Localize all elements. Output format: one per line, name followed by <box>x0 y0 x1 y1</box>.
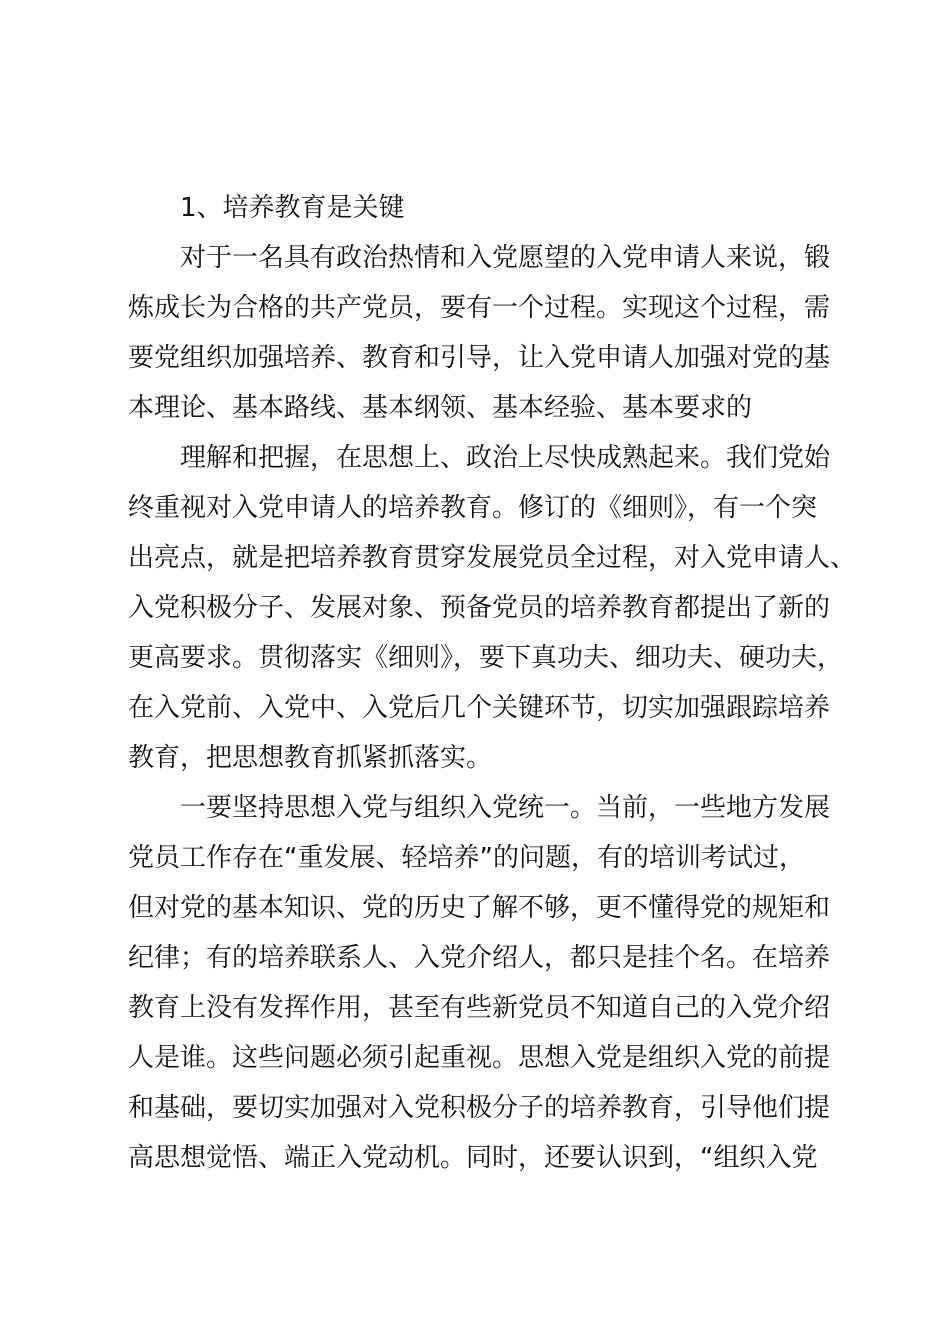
paragraph-line: 更高要求。贯彻落实《细则》，要下真功夫、细功夫、硬功夫， <box>128 643 844 673</box>
paragraph-line: 出亮点，就是把培养教育贯穿发展党员全过程，对入党申请人、 <box>128 543 857 573</box>
paragraph-line: 入党积极分子、发展对象、预备党员的培养教育都提出了新的 <box>128 593 831 623</box>
paragraph-line: 在入党前、入党中、入党后几个关键环节，切实加强跟踪培养 <box>128 693 831 723</box>
paragraph-line: 但对党的基本知识、党的历史了解不够，更不懂得党的规矩和 <box>128 893 831 923</box>
paragraph-line: 对于一名具有政治热情和入党愿望的入党申请人来说，锻 <box>180 243 831 273</box>
paragraph-line: 终重视对入党申请人的培养教育。修订的《细则》，有一个突 <box>128 493 818 523</box>
paragraph-line: 和基础，要切实加强对入党积极分子的培养教育，引导他们提 <box>128 1093 831 1123</box>
section-heading: 1、培养教育是关键 <box>180 193 405 223</box>
document-body <box>128 183 857 1183</box>
paragraph-line: 纪律；有的培养联系人、入党介绍人，都只是挂个名。在培养 <box>128 943 831 973</box>
paragraph-line: 本理论、基本路线、基本纲领、基本经验、基本要求的 <box>128 393 753 423</box>
paragraph-line: 要党组织加强培养、教育和引导，让入党申请人加强对党的基 <box>128 343 831 373</box>
paragraph-line: 教育，把思想教育抓紧抓落实。 <box>128 743 493 773</box>
paragraph-line: 高思想觉悟、端正入党动机。同时，还要认识到，“组织入党 <box>128 1143 818 1173</box>
paragraph-line: 理解和把握，在思想上、政治上尽快成熟起来。我们党始 <box>180 443 831 473</box>
paragraph-line: 一要坚持思想入党与组织入党统一。当前，一些地方发展 <box>180 793 831 823</box>
paragraph-line: 教育上没有发挥作用，甚至有些新党员不知道自己的入党介绍 <box>128 993 831 1023</box>
paragraph-line: 人是谁。这些问题必须引起重视。思想入党是组织入党的前提 <box>128 1043 831 1073</box>
paragraph-line: 炼成长为合格的共产党员，要有一个过程。实现这个过程，需 <box>128 293 831 323</box>
paragraph-line: 党员工作存在“重发展、轻培养”的问题，有的培训考试过， <box>128 843 805 873</box>
